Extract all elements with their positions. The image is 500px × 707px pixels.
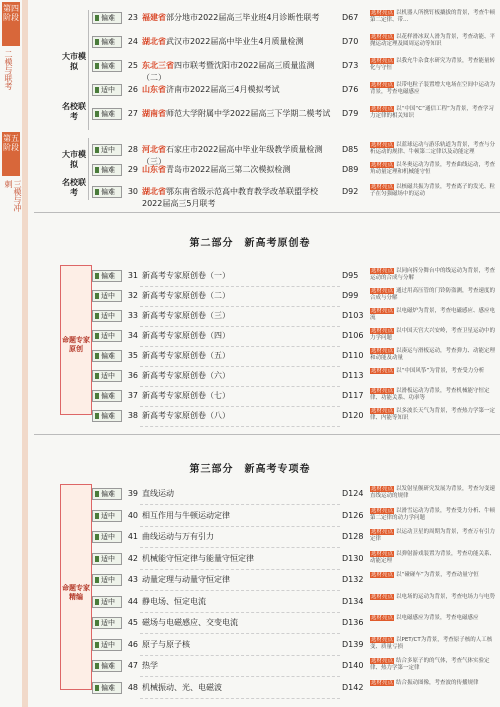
difficulty-tag: 适中 — [92, 310, 122, 322]
highlight-note — [370, 658, 496, 672]
part3-group-label: 命题专家精编 — [62, 584, 90, 601]
item-number: 38 — [127, 411, 138, 420]
highlight-note — [370, 308, 496, 322]
page-number: D95 — [342, 271, 359, 280]
list-item — [0, 56, 500, 82]
list-item — [0, 32, 500, 52]
exam-name: 曲线运动与万有引力 — [142, 532, 214, 541]
list-item — [0, 592, 500, 612]
list-item — [0, 160, 500, 180]
item-number: 34 — [127, 331, 138, 340]
province-label: 湖北省 — [142, 187, 166, 196]
list-item — [0, 266, 500, 286]
highlight-note — [370, 10, 496, 24]
highlight-badge: 选材亮点 — [371, 162, 394, 168]
page-number: D132 — [342, 575, 364, 584]
highlight-note — [370, 615, 496, 622]
page-number: D136 — [342, 618, 364, 627]
difficulty-tag: 适中 — [92, 639, 122, 651]
item-title — [142, 270, 332, 282]
highlight-text: 以滑板运动为背景，考查机械能守恒定律、功能关系、功率等 — [370, 388, 490, 401]
exam-name: 新高考专家原创卷（五） — [142, 351, 230, 360]
page-number: D67 — [342, 13, 359, 22]
item-number: 27 — [127, 109, 138, 118]
item-title — [142, 350, 332, 362]
exam-name: 新高考专家原创卷（二） — [142, 291, 230, 300]
item-number: 35 — [127, 351, 138, 360]
list-item — [0, 366, 500, 386]
highlight-note — [370, 268, 496, 282]
highlight-badge: 选材亮点 — [371, 58, 394, 64]
highlight-badge: 选材亮点 — [371, 10, 394, 16]
item-number: 24 — [127, 37, 138, 46]
highlight-note — [370, 348, 496, 362]
highlight-badge: 选材亮点 — [371, 529, 394, 535]
item-number: 30 — [127, 187, 138, 196]
highlight-badge: 选材亮点 — [371, 408, 394, 414]
item-number: 36 — [127, 371, 138, 380]
list-item — [0, 326, 500, 346]
page-number: D140 — [342, 661, 364, 670]
list-item — [0, 549, 500, 569]
difficulty-tag: 偏难 — [92, 36, 122, 48]
page-number: D85 — [342, 145, 359, 154]
highlight-text: 以“中国“C”通信工程”为背景，考查学习力定律的相关知识 — [370, 106, 494, 119]
item-title — [142, 390, 332, 402]
difficulty-tag: 偏难 — [92, 186, 122, 198]
list-item — [0, 678, 500, 698]
highlight-text: 以同向拆分舞台中的线运动为背景，考查运动的合成与分解 — [370, 268, 496, 281]
highlight-badge: 选材亮点 — [371, 572, 394, 578]
highlight-text: 以电场的运动为背景，考查电场力与电势 — [396, 593, 496, 600]
page-number: D73 — [342, 61, 359, 70]
highlight-text: 通过用高压管的门铃防盗测，考查速度的合成与分解 — [370, 288, 496, 301]
exam-name: 新高考专家原创卷（四） — [142, 331, 230, 340]
highlight-badge: 选材亮点 — [371, 486, 394, 492]
highlight-badge: 选材亮点 — [371, 142, 394, 148]
exam-name: 新高考专家原创卷（一） — [142, 271, 230, 280]
highlight-text: 以带电粒子装置增大电场在空间中运动为背景，考查电磁感应 — [370, 82, 496, 95]
exam-name: 部分地市2022届高三毕业班4月诊断性联考 — [166, 13, 320, 22]
list-item — [0, 80, 500, 100]
list-item — [0, 656, 500, 676]
highlight-note — [370, 162, 496, 176]
province-label: 福建省 — [142, 13, 166, 22]
item-title — [142, 12, 332, 24]
page-number: D142 — [342, 682, 364, 692]
item-number: 43 — [127, 575, 138, 584]
highlight-note — [370, 106, 496, 120]
highlight-note — [370, 572, 496, 579]
highlight-badge: 选材亮点 — [371, 82, 394, 88]
section-divider — [34, 434, 500, 435]
province-label: 湖北省 — [142, 37, 166, 46]
difficulty-tag: 适中 — [92, 510, 122, 522]
item-number: 23 — [127, 13, 138, 22]
difficulty-tag: 适中 — [92, 531, 122, 543]
exam-name: 相互作用与牛顿运动定律 — [142, 510, 230, 520]
item-number: 46 — [127, 639, 138, 649]
highlight-badge: 选材亮点 — [371, 679, 394, 686]
list-item — [0, 306, 500, 326]
item-number: 47 — [127, 661, 138, 670]
item-title — [142, 596, 332, 608]
page-number: D76 — [342, 85, 359, 94]
item-number: 25 — [127, 61, 138, 70]
highlight-note — [370, 58, 496, 72]
item-number: 33 — [127, 311, 138, 320]
highlight-badge: 选材亮点 — [371, 328, 394, 334]
difficulty-tag: 偏难 — [92, 410, 122, 422]
highlight-text: 以花样滑冰双人滑为背景，考查动能、平抛运动定理及圆周运动等知识 — [370, 34, 496, 47]
highlight-badge: 选材亮点 — [371, 288, 394, 294]
page-number: D99 — [342, 291, 359, 300]
difficulty-tag: 适中 — [92, 617, 122, 629]
exam-name: 青岛市2022届高三第二次模拟检测 — [166, 165, 291, 174]
highlight-text: 以弹射游戏装置为背景，考查功能关系、动能定理 — [370, 550, 496, 564]
page-number: D126 — [342, 510, 364, 520]
stage4-box: 第四阶段 — [2, 2, 20, 46]
item-title — [142, 639, 332, 651]
list-item — [0, 635, 500, 655]
highlight-text: 结合振动图像，考查波的传播规律 — [396, 679, 479, 686]
highlight-badge: 选材亮点 — [371, 593, 394, 600]
difficulty-tag: 偏难 — [92, 390, 122, 402]
highlight-note — [370, 184, 496, 198]
highlight-text: 以多波长天气为背景，考查热力学第一定律、内能等知识 — [370, 408, 496, 421]
difficulty-tag: 适中 — [92, 553, 122, 565]
highlight-note — [370, 288, 496, 302]
highlight-text: 以蓝球运动与游乐轨道为背景，考查与分析运动的规律、牛顿第二定律以及动能定理 — [370, 142, 496, 155]
difficulty-tag: 适中 — [92, 290, 122, 302]
highlight-text: 以我允牛杂食水研究为背景，考查能量转化与守恒 — [370, 58, 496, 71]
highlight-note — [370, 529, 496, 543]
item-title — [142, 290, 332, 302]
highlight-note — [370, 388, 496, 402]
highlight-text: 以PET/CT为背景，考查原子核的人工核变、质量亏损 — [370, 636, 493, 650]
item-number: 41 — [127, 532, 138, 541]
stage5-box: 第五阶段 — [2, 132, 20, 176]
highlight-text: 以“中国风筝”为背景，考查受力分析 — [396, 368, 485, 374]
highlight-note — [370, 508, 496, 522]
highlight-badge: 选材亮点 — [371, 34, 394, 40]
item-number: 48 — [127, 682, 138, 692]
highlight-note — [370, 551, 496, 565]
group-label-1: 大市模拟 — [62, 52, 86, 71]
difficulty-tag: 偏难 — [92, 270, 122, 282]
group-label-2: 名校联考 — [62, 102, 86, 121]
highlight-badge: 选材亮点 — [371, 388, 394, 394]
highlight-badge: 选材亮点 — [371, 615, 394, 621]
page-number: D110 — [342, 351, 364, 360]
highlight-note — [370, 486, 496, 500]
exam-name: 鄂东南省级示范高中教育教学改革联盟学校2022届高三5月联考 — [142, 187, 318, 208]
page-number: D130 — [342, 553, 364, 563]
part2-title: 第二部分 新高考原创卷 — [189, 238, 311, 249]
difficulty-tag: 适中 — [92, 596, 122, 608]
list-item — [0, 484, 500, 504]
highlight-badge: 选材亮点 — [371, 368, 394, 374]
highlight-note — [370, 34, 496, 48]
list-item — [0, 182, 500, 208]
item-title — [142, 84, 332, 96]
exam-name: 石家庄市2022届高中毕业年级教学质量检测（三） — [142, 145, 323, 166]
exam-name: 新高考专家原创卷（七） — [142, 391, 230, 400]
page-number: D139 — [342, 639, 364, 649]
highlight-text: 以凑运与滑板运动，考查弹力、动能定理和动能及动量 — [370, 348, 496, 361]
difficulty-tag: 偏难 — [92, 164, 122, 176]
difficulty-tag: 偏难 — [92, 682, 122, 694]
difficulty-tag: 偏难 — [92, 350, 122, 362]
item-title — [142, 370, 332, 382]
highlight-text: 以核磁共振为背景，考查离子的发光、粒子在匀强磁场中的运动 — [370, 184, 496, 197]
highlight-text: 以机器人所携钉板撬拔的背景，考查牛顿第二定律、带… — [370, 10, 496, 23]
list-item — [0, 527, 500, 547]
exam-name: 新高考专家原创卷（八） — [142, 411, 230, 420]
page-number: D92 — [342, 187, 359, 196]
difficulty-tag: 偏难 — [92, 488, 122, 500]
highlight-badge: 选材亮点 — [371, 348, 394, 354]
item-number: 37 — [127, 391, 138, 400]
difficulty-tag: 适中 — [92, 330, 122, 342]
highlight-note — [370, 594, 496, 601]
difficulty-tag: 偏难 — [92, 12, 122, 24]
page-number: D128 — [342, 532, 364, 541]
difficulty-tag: 适中 — [92, 144, 122, 156]
difficulty-tag: 适中 — [92, 84, 122, 96]
highlight-badge: 选材亮点 — [371, 550, 394, 557]
province-label: 湖南省 — [142, 109, 166, 118]
highlight-text: 以电磁感应为背景，考查电磁感应 — [396, 615, 479, 621]
page-number: D117 — [342, 391, 364, 400]
highlight-note — [370, 368, 496, 375]
page-number: D120 — [342, 411, 364, 420]
list-item — [0, 386, 500, 406]
highlight-badge: 选材亮点 — [371, 268, 394, 274]
difficulty-tag: 适中 — [92, 574, 122, 586]
list-item — [0, 570, 500, 590]
highlight-text: 以滑雪运动为背景，考查受力分析、牛顿第二定律的动力学问题 — [370, 507, 496, 521]
item-number: 39 — [127, 489, 138, 498]
list-item — [0, 8, 500, 28]
item-title — [142, 410, 332, 422]
item-title — [142, 108, 332, 120]
highlight-badge: 选材亮点 — [371, 658, 394, 664]
difficulty-tag: 偏难 — [92, 108, 122, 120]
item-title — [142, 660, 332, 672]
item-number: 32 — [127, 291, 138, 300]
row-separator — [140, 426, 340, 427]
province-label: 山东省 — [142, 165, 166, 174]
item-title — [142, 682, 332, 694]
highlight-note — [370, 328, 496, 342]
exam-name: 师范大学附属中学2022届高三下学期二模考试 — [166, 109, 331, 118]
part3-title: 第三部分 新高考专项卷 — [189, 464, 311, 475]
item-title — [142, 553, 332, 565]
highlight-note — [370, 142, 496, 156]
page-number: D124 — [342, 489, 364, 498]
exam-name: 动量定理与动量守恒定律 — [142, 575, 230, 584]
page-number: D113 — [342, 371, 364, 380]
page-number: D103 — [342, 311, 364, 320]
row-separator — [140, 698, 340, 699]
difficulty-tag: 偏难 — [92, 660, 122, 672]
highlight-text: 以运动卫星的周期为背景，考查万有引力定律 — [370, 529, 496, 542]
highlight-text: 以发射星舰研究发展为背景，考查匀变速直线运动的规律 — [370, 486, 496, 499]
item-number: 28 — [127, 145, 138, 154]
page-number: D106 — [342, 331, 364, 340]
item-title — [142, 186, 332, 210]
highlight-text: 以冬奥运动为背景，考查曲线运动，考查角动量定理和机械能守恒 — [370, 162, 496, 175]
difficulty-tag: 适中 — [92, 370, 122, 382]
exam-name: 武汉市2022届高中毕业生4月质量检测 — [166, 37, 304, 46]
item-title — [142, 574, 332, 586]
stage5-subtitle: 三模与冲刺 — [4, 180, 22, 212]
page-number: D89 — [342, 165, 359, 174]
highlight-badge: 选材亮点 — [371, 106, 394, 112]
highlight-badge: 选材亮点 — [371, 507, 394, 514]
highlight-note — [370, 408, 496, 422]
highlight-text: 以电磁炉为背景，考查电磁感应、感应电流 — [370, 308, 496, 321]
exam-name: 原子与原子核 — [142, 639, 190, 649]
highlight-note — [370, 637, 496, 651]
group-label-4: 名校联考 — [62, 178, 86, 197]
province-label: 河北省 — [142, 145, 166, 154]
item-title — [142, 330, 332, 342]
exam-name: 机械振动、光、电磁波 — [142, 682, 222, 692]
exam-name: 新高考专家原创卷（六） — [142, 371, 230, 380]
item-title — [142, 617, 332, 629]
item-number: 26 — [127, 85, 138, 94]
highlight-badge: 选材亮点 — [371, 184, 394, 190]
part2-group-label: 命题专家原创 — [62, 336, 90, 353]
exam-name: 济南市2022届高三4月模拟考试 — [166, 85, 280, 94]
item-title — [142, 510, 332, 522]
highlight-text: 以中国天宫大兴安岭，考查卫星运动中的力学问题 — [370, 328, 496, 341]
province-label: 东北三省 — [142, 61, 174, 70]
page-number: D79 — [342, 109, 359, 118]
item-number: 29 — [127, 165, 138, 174]
list-item — [0, 406, 500, 426]
item-title — [142, 488, 332, 500]
highlight-text: 以“碰碰车”为背景，考查动量守恒 — [396, 572, 479, 578]
exam-name: 新高考专家原创卷（三） — [142, 311, 230, 320]
item-number: 44 — [127, 596, 138, 606]
item-number: 42 — [127, 553, 138, 563]
difficulty-tag: 偏难 — [92, 60, 122, 72]
item-title — [142, 164, 332, 176]
exam-name: 四市联考暨沈阳市2022届高三质量监测（二） — [142, 61, 315, 82]
item-number: 45 — [127, 618, 138, 627]
exam-name: 机械能守恒定律与能量守恒定律 — [142, 553, 254, 563]
exam-name: 静电场、恒定电流 — [142, 596, 206, 606]
exam-name: 磁场与电磁感应、交变电流 — [142, 618, 238, 627]
item-number: 40 — [127, 510, 138, 520]
exam-name: 直线运动 — [142, 489, 174, 498]
item-title — [142, 310, 332, 322]
highlight-badge: 选材亮点 — [371, 308, 394, 314]
item-number: 31 — [127, 271, 138, 280]
province-label: 山东省 — [142, 85, 166, 94]
list-item — [0, 140, 500, 166]
section-divider — [34, 212, 500, 213]
highlight-badge: 选材亮点 — [371, 636, 394, 643]
page-number: D134 — [342, 596, 364, 606]
stage4-subtitle: 二模与联考 — [4, 50, 13, 90]
item-title — [142, 531, 332, 543]
list-item — [0, 506, 500, 526]
exam-name: 热学 — [142, 661, 158, 670]
highlight-text: 结合多原子的的气体，考查气体实验定律、热力学第一定律 — [370, 658, 490, 671]
highlight-note — [370, 82, 496, 96]
item-title — [142, 36, 332, 48]
page-number: D70 — [342, 37, 359, 46]
list-item — [0, 613, 500, 633]
highlight-note — [370, 680, 496, 687]
list-item — [0, 346, 500, 366]
list-item — [0, 286, 500, 306]
group-label-3: 大市模拟 — [62, 150, 86, 169]
list-item — [0, 104, 500, 124]
